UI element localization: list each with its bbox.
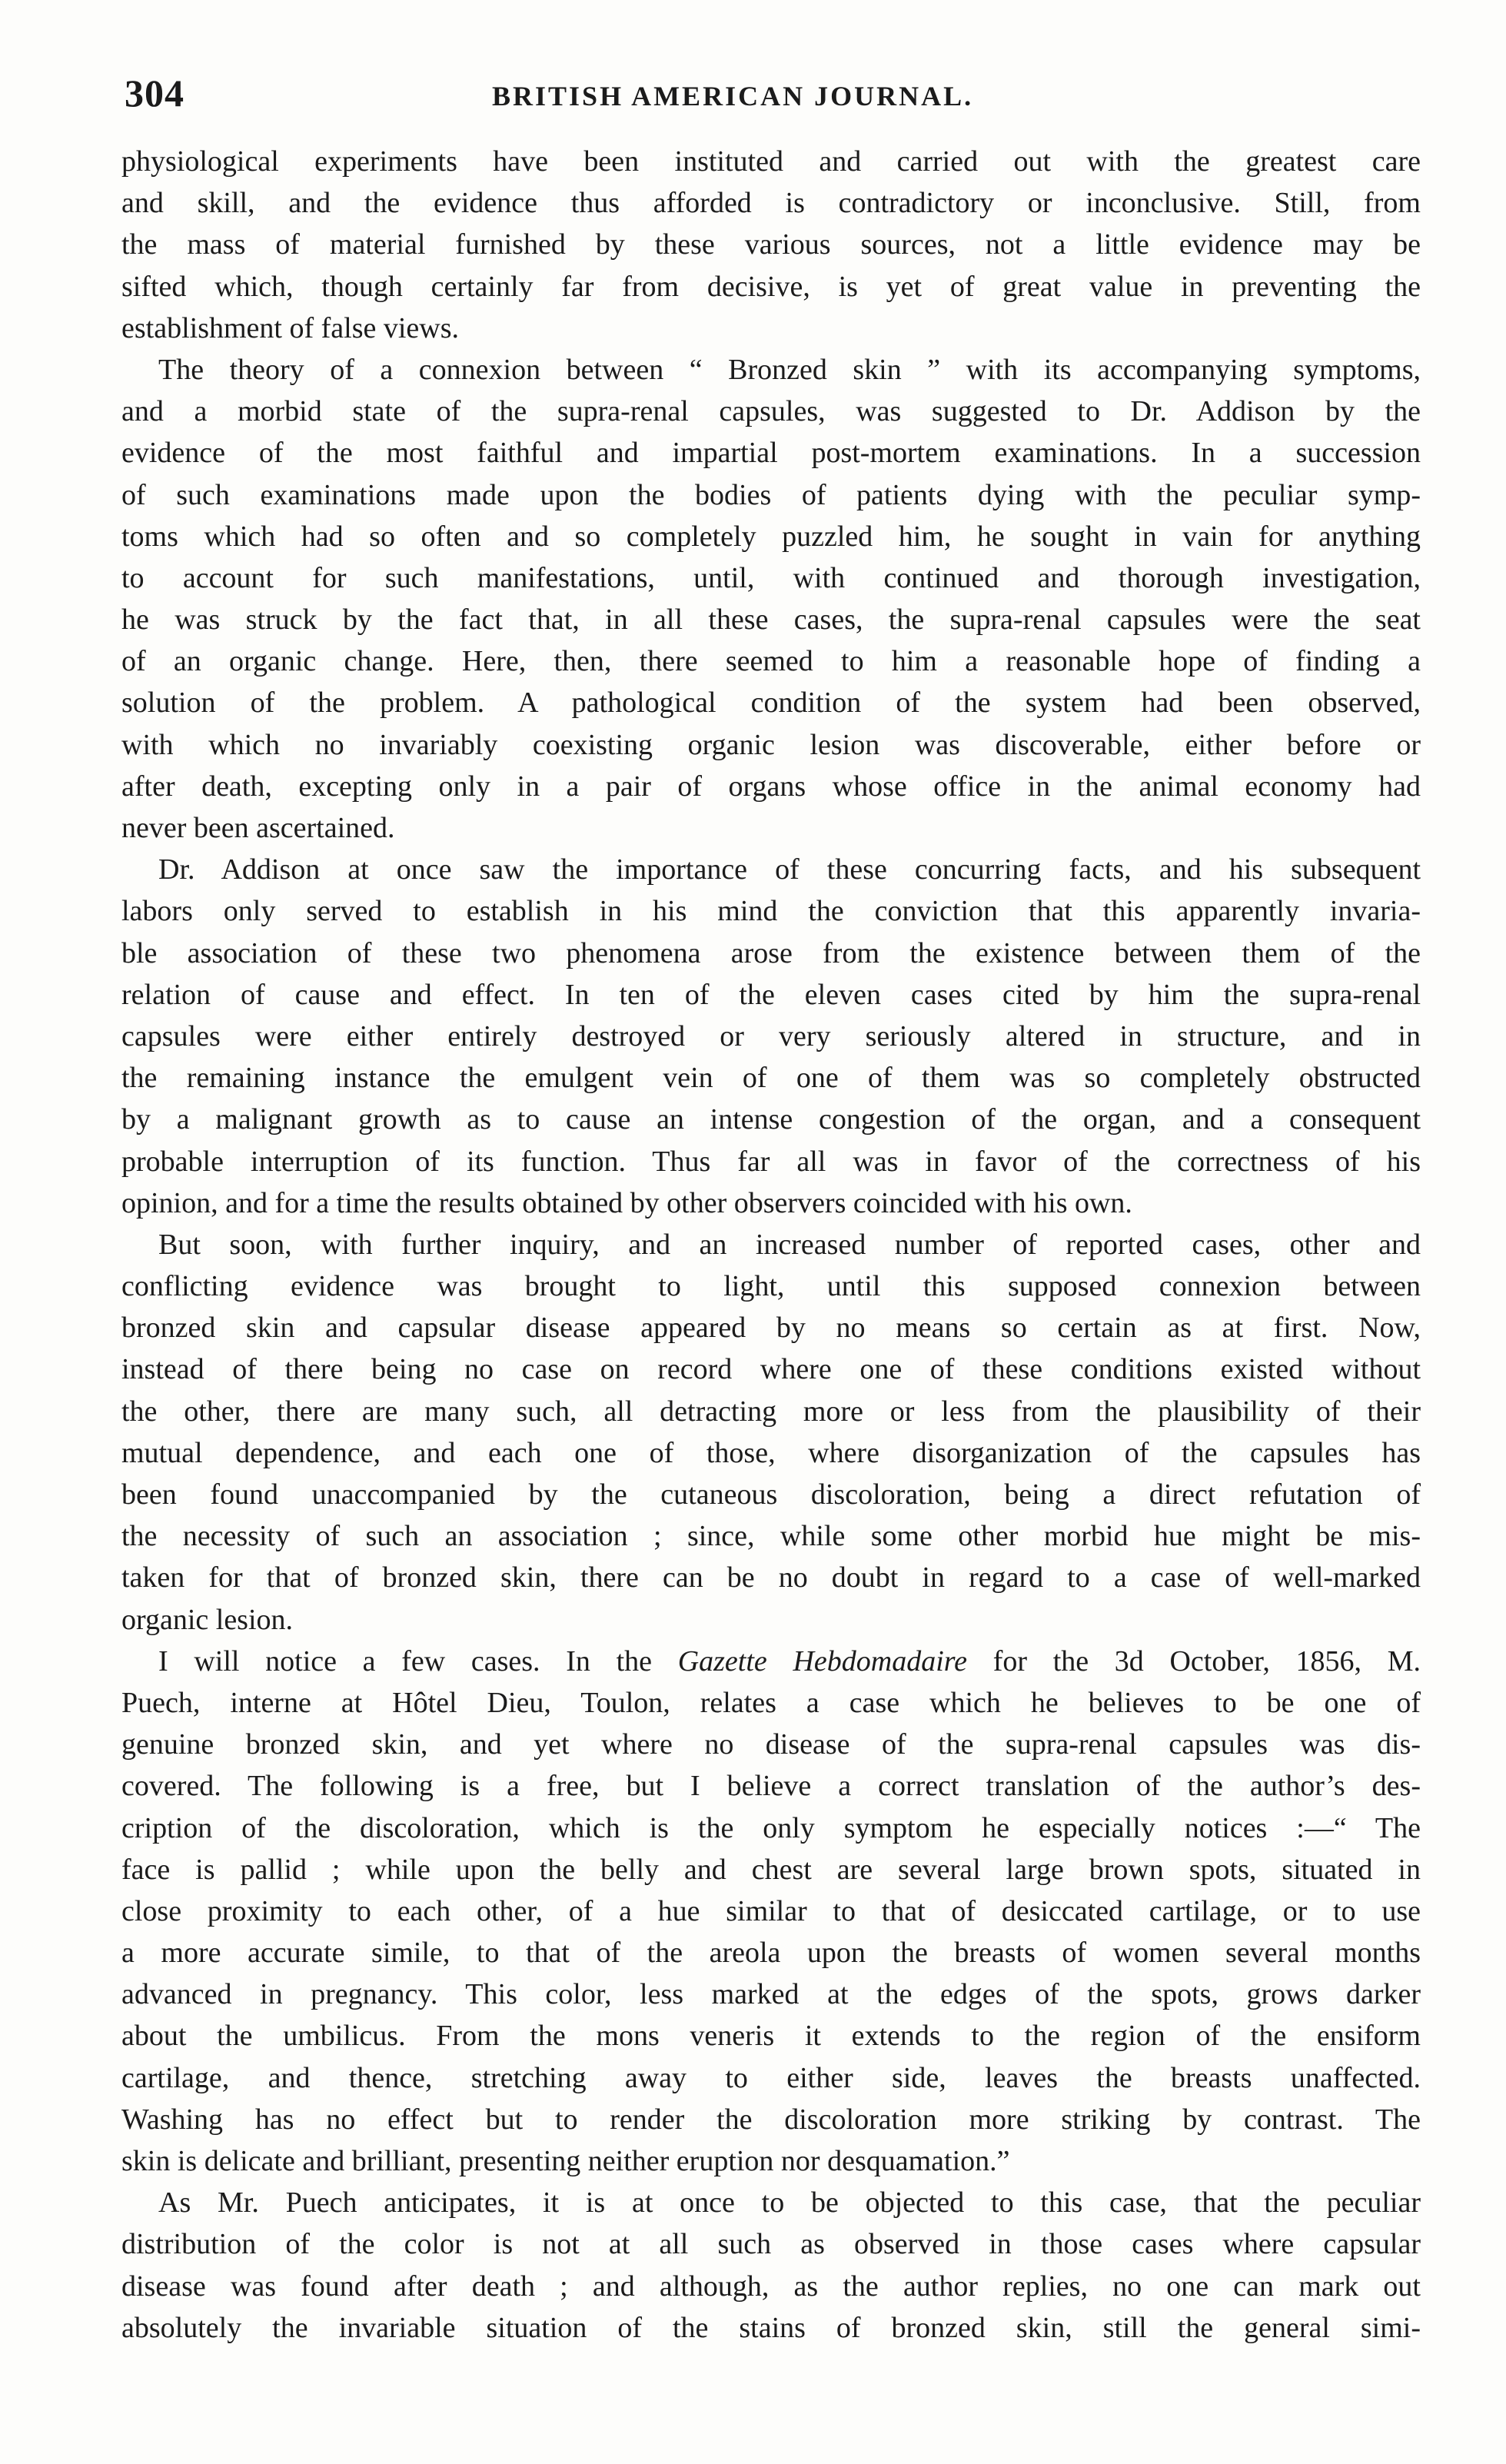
text-line [121,1265,1421,1307]
text-line [121,1765,1421,1807]
text-line-content: relation of cause and effect. In ten of the eleven cases cited by him the supra-renal [121,978,1421,1011]
text-line-content: solution of the problem. A pathological condition of the system had been observed, [121,687,1421,720]
text-line [121,141,1421,182]
text-line [121,682,1421,723]
text-line [121,2223,1421,2265]
article-body [121,141,1421,2349]
text-line [121,849,1421,890]
text-line [121,933,1421,974]
text-line [121,1932,1421,1974]
text-line [121,2099,1421,2140]
text-line [121,1182,1421,1224]
text-line-content: face is pallid ; while upon the belly and chest are several large brown spots, situated in [121,1853,1421,1886]
text-line [121,2140,1421,2182]
text-line [121,1849,1421,1890]
text-line-content: about the umbilicus. From the mons veneris it extends to the region of the ensiform [121,2020,1421,2053]
journal-citation: Gazette Hebdomadaire [677,1644,968,1678]
text-line [121,890,1421,932]
text-line-content: he was struck by the fact that, in all these cases, the supra-renal capsules were the seat [121,604,1421,637]
text-line-content: the other, there are many such, all detracting more or less from the plausibility of their [121,1395,1421,1428]
text-line-content: As Mr. Puech anticipates, it is at once to be objected to this case, that the peculiar [158,2186,1421,2220]
text-line [121,474,1421,516]
text-line [121,182,1421,224]
text-line-content: cription of the discoloration, which is the only symptom he especially notices :—“ The [121,1811,1421,1844]
text-line [121,1974,1421,2015]
text-line [121,391,1421,432]
text-line-content: establishment of false views. [121,311,460,344]
text-line [121,1641,1421,1682]
text-line [121,2015,1421,2057]
text-line [121,1890,1421,1932]
text-line [121,349,1421,391]
text-line [121,1057,1421,1099]
text-line-content: covered. The following is a free, but I believe a correct translation of the author’s des- [121,1770,1421,1803]
text-line-content: absolutely the invariable situation of the stains of bronzed skin, still the general simi- [121,2311,1421,2344]
running-head [115,71,1407,125]
text-line [121,1224,1421,1265]
text-line [121,1682,1421,1724]
text-line [121,1515,1421,1557]
text-line-content: evidence of the most faithful and impartial post-mortem examinations. In a succession [121,437,1421,470]
text-line-content: skin is delicate and brilliant, presenting neither eruption nor desquamation.” [121,2145,1010,2177]
text-line [121,1141,1421,1182]
text-line [121,974,1421,1016]
text-line-content: I will notice a few cases. In the [158,1644,678,1678]
text-line-content: But soon, with further inquiry, and an increased number of reported cases, other and [158,1228,1421,1261]
text-line-content: with which no invariably coexisting organic lesion was discoverable, either before or [121,728,1421,761]
text-line-content: taken for that of bronzed skin, there can be no doubt in regard to a case of well-marked [121,1561,1421,1594]
text-line [121,1348,1421,1390]
text-line-content: close proximity to each other, of a hue similar to that of desiccated cartilage, or to use [121,1894,1421,1927]
text-line [121,766,1421,807]
text-line [121,1807,1421,1849]
text-line [121,1599,1421,1641]
text-line-content: conflicting evidence was brought to light, until this supposed connexion between [121,1270,1421,1303]
text-line [121,599,1421,640]
text-line-content: of an organic change. Here, then, there seemed to him a reasonable hope of finding a [121,645,1421,678]
text-line-content: never been ascertained. [121,812,395,844]
text-line-content: labors only served to establish in his mind the conviction that this apparently invaria- [121,895,1421,928]
text-line-content: instead of there being no case on record where one of these conditions existed without [121,1353,1421,1386]
text-line [121,1099,1421,1140]
text-line-content: the remaining instance the emulgent vein of one of them was so completely obstructed [121,1062,1421,1095]
text-line-content: advanced in pregnancy. This color, less marked at the edges of the spots, grows darker [121,1978,1421,2011]
text-line-content: of such examinations made upon the bodies of patients dying with the peculiar symp- [121,478,1421,511]
text-line [121,1307,1421,1348]
text-line-content: Washing has no effect but to render the discoloration more striking by contrast. The [121,2103,1421,2136]
text-line-content: after death, excepting only in a pair of organs whose office in the animal economy had [121,770,1421,803]
text-line-content: a more accurate simile, to that of the areola upon the breasts of women several months [121,1937,1421,1970]
text-line [121,308,1421,349]
text-line [121,1432,1421,1474]
text-line [121,1557,1421,1598]
text-line [121,2307,1421,2349]
text-line-content: the necessity of such an association ; since, while some other morbid hue might be mis- [121,1520,1421,1553]
page-number: 304 [125,71,185,115]
text-line [121,2266,1421,2307]
text-line-content: toms which had so often and so completely puzzled him, he sought in vain for anything [121,520,1421,553]
text-line-content: sifted which, though certainly far from decisive, is yet of great value in preventing the [121,270,1421,303]
text-line-content: probable interruption of its function. Thus far all was in favor of the correctness of his [121,1145,1421,1178]
text-line-content: by a malignant growth as to cause an intense congestion of the organ, and a consequent [121,1103,1421,1136]
text-line-content: physiological experiments have been instituted and carried out with the greatest care [121,145,1421,178]
text-line [121,266,1421,308]
text-line-content: mutual dependence, and each one of those, where disorganization of the capsules has [121,1436,1421,1469]
text-line-content: been found unaccompanied by the cutaneous discoloration, being a direct refutation of [121,1478,1421,1511]
journal-title: BRITISH AMERICAN JOURNAL. [492,81,974,111]
text-line-content: The theory of a connexion between “ Bronzed skin ” with its accompanying symptoms, [158,353,1421,386]
text-line [121,807,1421,849]
text-line-content: organic lesion. [121,1603,294,1636]
text-line-content: cartilage, and thence, stretching away to either side, leaves the breasts unaffected. [121,2061,1421,2094]
text-line [121,640,1421,682]
text-line-content: for the 3d October, 1856, M. [967,1644,1421,1678]
text-line-content: ble association of these two phenomena arose from the existence between them of the [121,936,1421,969]
text-line [121,1724,1421,1765]
text-line-content: to account for such manifestations, until, with continued and thorough investigation, [121,561,1421,594]
text-line [121,724,1421,766]
text-line [121,1474,1421,1515]
text-line [121,432,1421,474]
text-line-content: genuine bronzed skin, and yet where no disease of the supra-renal capsules was dis- [121,1728,1421,1761]
text-line [121,2057,1421,2099]
text-line-content: distribution of the color is not at all such as observed in those cases where capsular [121,2228,1421,2261]
text-line-content: capsules were either entirely destroyed or very seriously altered in structure, and in [121,1019,1421,1052]
text-line [121,557,1421,599]
text-line-content: Dr. Addison at once saw the importance of these concurring facts, and his subsequent [158,853,1421,886]
text-line-content: and skill, and the evidence thus afforded is contradictory or inconclusive. Still, from [121,187,1421,220]
text-line [121,224,1421,265]
text-line [121,516,1421,557]
text-line-content: disease was found after death ; and although, as the author replies, no one can mark out [121,2269,1421,2303]
text-line [121,2182,1421,2223]
text-line [121,1391,1421,1432]
text-line-content: and a morbid state of the supra-renal capsules, was suggested to Dr. Addison by the [121,395,1421,428]
text-line-content: bronzed skin and capsular disease appeared by no means so certain as at first. Now, [121,1312,1421,1345]
text-line [121,1016,1421,1057]
text-line-content: the mass of material furnished by these various sources, not a little evidence may be [121,228,1421,261]
text-line-content: opinion, and for a time the results obtained by other observers coincided with his own. [121,1186,1132,1219]
text-line-content: Puech, interne at Hôtel Dieu, Toulon, relates a case which he believes to be one of [121,1686,1421,1719]
